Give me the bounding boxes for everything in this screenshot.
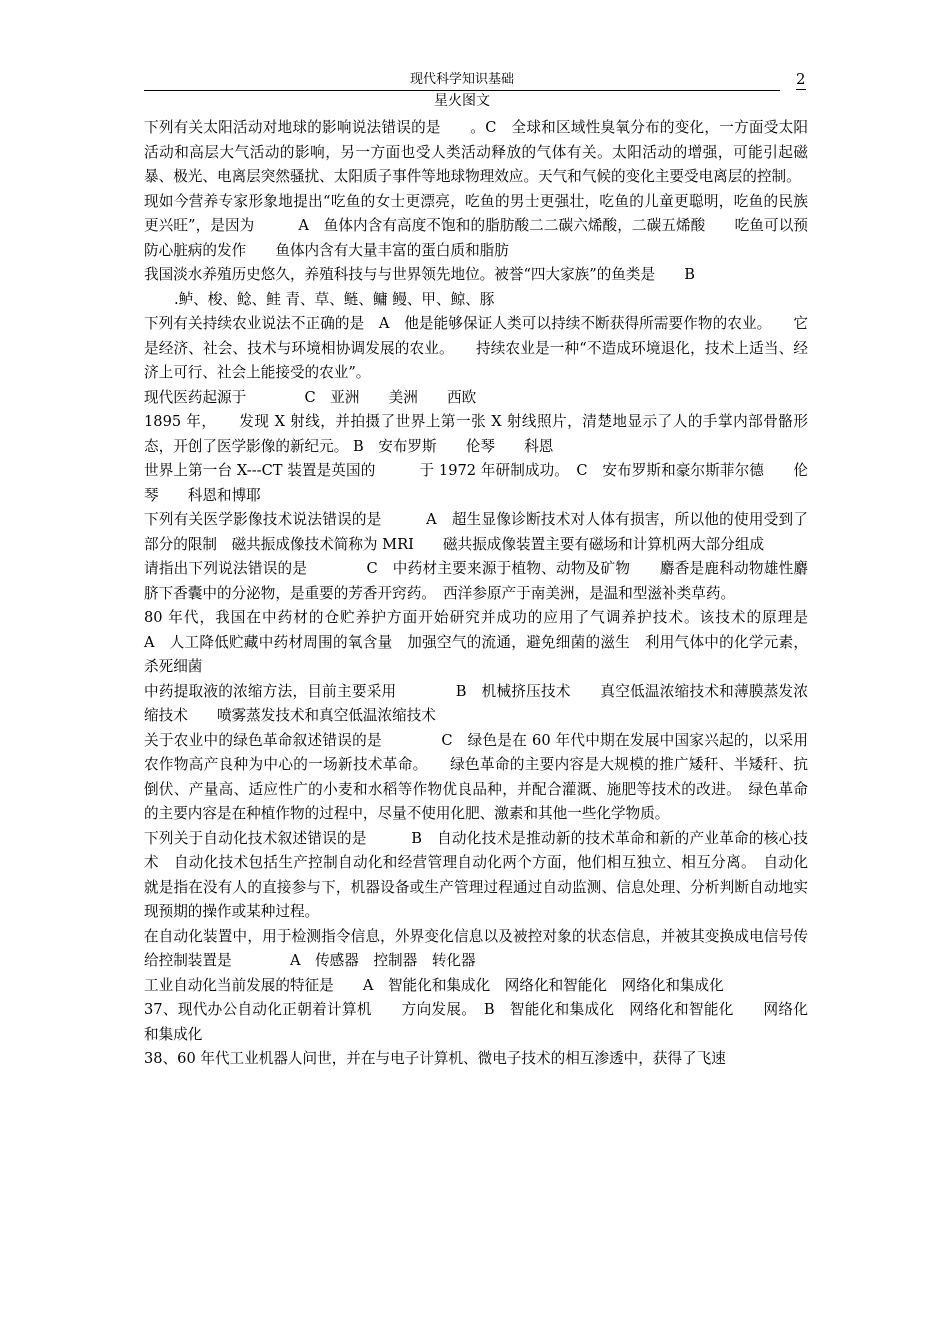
paragraph-7: 1895 年， 发现 X 射线，并拍摄了世界上第一张 X 射线照片，清楚地显示了人的手掌内部骨骼形态，开创了医学影像的新纪元。 B 安布罗斯 伦琴 科恩 (144, 413, 808, 455)
header-title: 现代科学知识基础 (409, 72, 514, 87)
paragraph-8: 世界上第一台 X---CT 装置是英国的 于 1972 年研制成功。 C 安布罗斯和豪尔斯菲尔德 伦琴 科恩和博耶 (144, 462, 808, 504)
document-body (144, 116, 867, 1072)
paragraph-18: 38、60 年代工业机器人问世，并在与电子计算机、微电子技术的相互渗透中，获得了飞速 (144, 1050, 726, 1067)
paragraph-14: 下列关于自动化技术叙述错误的是 B 自动化技术是推动新的技术革命和新的产业革命的核心技术 自动化技术包括生产控制自动化和经营管理自动化两个方面，他们相互独立、相互分离。 自动化就是指在没有人的直接参与下，机器设备或生产管理过程通过自动监测、信息处理、分析判断自动地实现预期的操作或某种过程。 (144, 829, 808, 920)
paragraph-13: 关于农业中的绿色革命叙述错误的是 C 绿色是在 60 年代中期在发展中国家兴起的，以采用农作物高产良种为中心的一场新技术革命。 绿色革命的主要内容是大规模的推广矮秆、半矮秆、抗倒伏、产量高、适应性广的小麦和水稻等作物优良品种，并配合灌溉、施肥等技术的改进。 绿色革命的主要内容是在种植作物的过程中，尽量不使用化肥、激素和其他一些化学物质。 (144, 731, 808, 822)
paragraph-10: 请指出下列说法错误的是 C 中药材主要来源于植物、动物及矿物 麝香是鹿科动物雄性麝脐下香囊中的分泌物，是重要的芳香开窍药。 西洋参原产于南美洲，是温和型滋补类草药。 (144, 560, 808, 602)
paragraph-4-options: .鲈、梭、鲶、鲑 青、草、鲢、鳙 鳗、甲、鲸、豚 (174, 290, 495, 308)
paragraph-11: 80 年代，我国在中药材的仓贮养护方面开始研究并成功的应用了气调养护技术。该技术的原理是 A 人工降低贮藏中药材周围的氧含量 加强空气的流通，避免细菌的滋生 利用气体中的化学元素，杀死细菌 (144, 609, 867, 675)
paragraph-12: 中药提取液的浓缩方法，目前主要采用 B 机械挤压技术 真空低温浓缩技术和薄膜蒸发浓缩技术 喷雾蒸发技术和真空低温浓缩技术 (144, 682, 808, 724)
paragraph-2: 现如今营养专家形象地提出“吃鱼的女士更漂亮，吃鱼的男士更强壮，吃鱼的儿童更聪明，吃鱼的民族更兴旺”，是因为 A 鱼体内含有高度不饱和的脂肪酸二二碳六烯酸，二碳五烯酸 吃鱼可以预防心脏病的发作 鱼体内含有大量丰富的蛋白质和脂肪 (144, 192, 808, 259)
paragraph-17: 37、现代办公自动化正朝着计算机 方向发展。 B 智能化和集成化 网络化和智能化 网络化和集成化 (144, 1001, 808, 1043)
paragraph-1: 下列有关太阳活动对地球的影响说法错误的是 。C 全球和区域性臭氧分布的变化，一方面受太阳活动和高层大气活动的影响，另一方面也受人类活动释放的气体有关。太阳活动的增强，可能引起磁暴、极光、电离层突然骚扰、太阳质子事件等地球物理效应。天气和气候的变化主要受电离层的控制。 (144, 119, 808, 185)
paragraph-16: 工业自动化当前发展的特征是 A 智能化和集成化 网络化和智能化 网络化和集成化 (144, 976, 724, 994)
document-subtitle: 星火图文 (434, 93, 490, 109)
paragraph-6: 现代医药起源于 C 亚洲 美洲 西欧 (144, 388, 477, 406)
page-number: 2 (796, 70, 806, 88)
paragraph-5: 下列有关持续农业说法不正确的是 A 他是能够保证人类可以持续不断获得所需要作物的农业。 它是经济、社会、技术与环境相协调发展的农业。 持续农业是一种“不造成环境退化，技术上适当、经济上可行、社会上能接受的农业”。 (144, 315, 808, 381)
running-header (144, 70, 780, 91)
paragraph-15: 在自动化装置中，用于检测指令信息，外界变化信息以及被控对象的状态信息，并被其变换成电信号传给控制装置是 A 传感器 控制器 转化器 (144, 927, 808, 969)
paragraph-3: 我国淡水养殖历史悠久，养殖科技与与世界领先地位。被誉“四大家族”的鱼类是 B (144, 266, 696, 283)
paragraph-9: 下列有关医学影像技术说法错误的是 A 超生显像诊断技术对人体有损害，所以他的使用受到了部分的限制 磁共振成像技术简称为 MRI 磁共振成像装置主要有磁场和计算机两大部分组成 (144, 511, 808, 553)
